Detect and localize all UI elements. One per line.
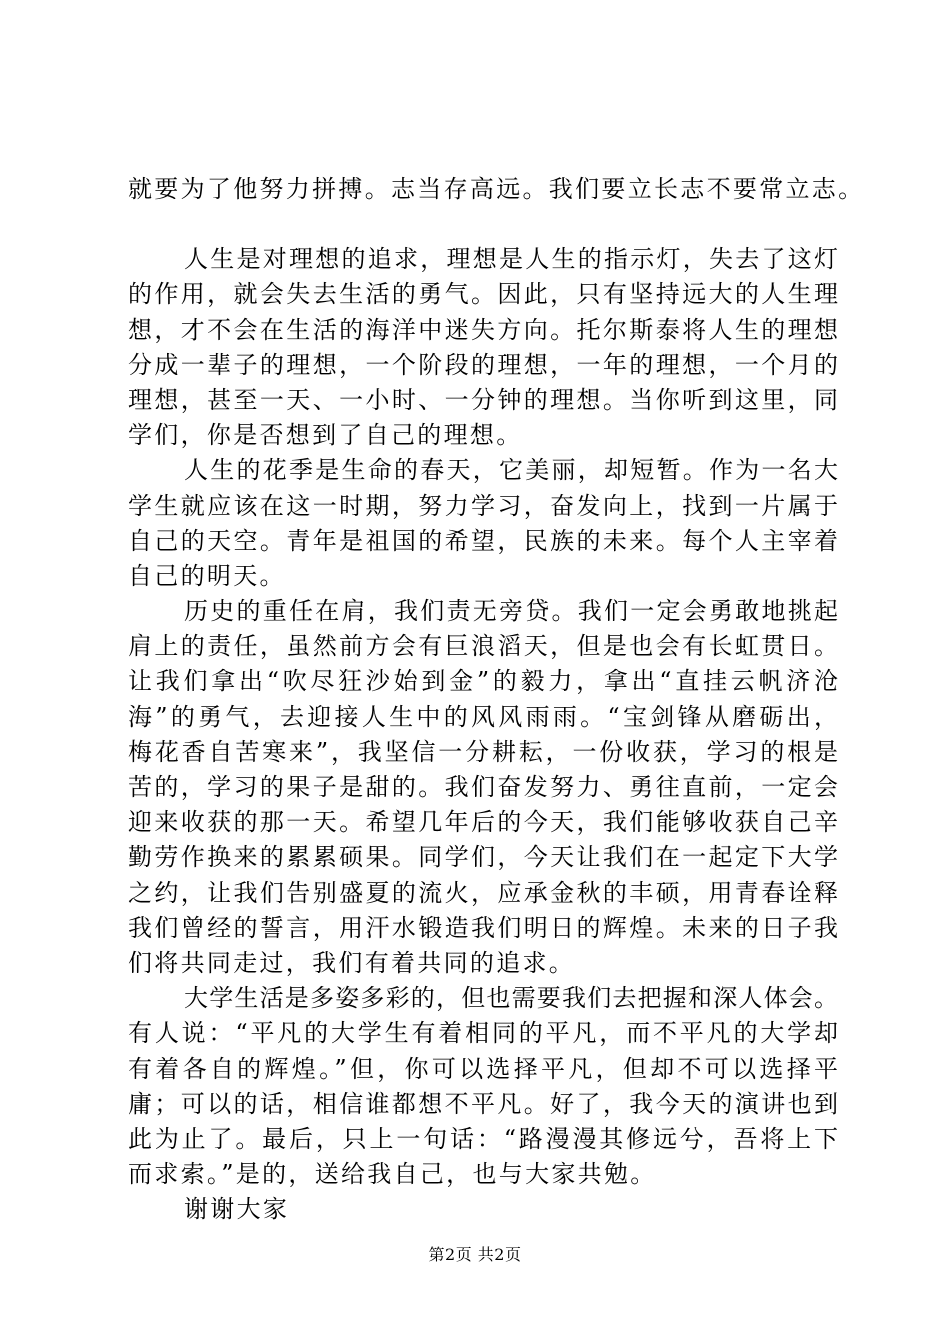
- text-line: 大学生活是多姿多彩的，但也需要我们去把握和深人体会。: [184, 984, 838, 1013]
- text-line: 我们曾经的誓言，用汗水锻造我们明日的辉煌。未来的日子我: [128, 913, 838, 942]
- document-body: [128, 172, 865, 1227]
- text-line: 理想，甚至一天、一小时、一分钟的理想。当你听到这里，同: [128, 385, 838, 414]
- text-line: 自己的天空。青年是祖国的希望，民族的未来。每个人主宰着: [128, 526, 838, 555]
- paragraph: [128, 981, 838, 1192]
- paragraph-gap: [128, 207, 838, 242]
- text-line: 学们，你是否想到了自己的理想。: [128, 421, 523, 450]
- text-line: 人生是对理想的追求，理想是人生的指示灯，失去了这灯: [184, 245, 838, 274]
- text-line: 此为止了。最后，只上一句话：“路漫漫其修远兮，吾将上下: [128, 1124, 838, 1153]
- text-line: 勤劳作换来的累累硕果。同学们，今天让我们在一起定下大学: [128, 843, 838, 872]
- text-line: 的作用，就会失去生活的勇气。因此，只有坚持远大的人生理: [128, 280, 838, 309]
- text-line: 之约，让我们告别盛夏的流火，应承金秋的丰硕，用青春诠释: [128, 878, 838, 907]
- text-line: 分成一辈子的理想，一个阶段的理想，一年的理想，一个月的: [128, 350, 838, 379]
- text-line: 们将共同走过，我们有着共同的追求。: [128, 948, 576, 977]
- page-number-footer: 第2页 共2页: [428, 1245, 522, 1264]
- text-line: 有着各自的辉煌。”但，你可以选择平凡，但却不可以选择平: [128, 1054, 838, 1083]
- paragraph: [128, 172, 865, 207]
- paragraph: [128, 453, 838, 594]
- text-line: 历史的重任在肩，我们责无旁贷。我们一定会勇敢地挑起: [184, 597, 838, 626]
- text-line: 肩上的责任，虽然前方会有巨浪滔天，但是也会有长虹贯日。: [128, 632, 838, 661]
- text-line: 迎来收获的那一天。希望几年后的今天，我们能够收获自己辛: [128, 808, 838, 837]
- paragraph: [128, 594, 838, 981]
- paragraph: [128, 242, 838, 453]
- paragraph: [128, 1192, 838, 1227]
- text-line: 苦的，学习的果子是甜的。我们奋发努力、勇往直前，一定会: [128, 773, 838, 801]
- text-line: 谢谢大家: [184, 1195, 290, 1224]
- text-line: 庸；可以的话，相信谁都想不平凡。好了，我今天的演讲也到: [128, 1089, 838, 1118]
- text-line: 让我们拿出“吹尽狂沙始到金”的毅力，拿出“直挂云帆济沧: [128, 667, 838, 696]
- text-line: 学生就应该在这一时期，努力学习，奋发向上，找到一片属于: [128, 491, 838, 520]
- text-line: 自己的明天。: [128, 561, 286, 590]
- text-line: 人生的花季是生命的春天，它美丽，却短暂。作为一名大: [184, 456, 838, 485]
- text-line: 想，才不会在生活的海洋中迷失方向。托尔斯泰将人生的理想: [128, 315, 838, 344]
- text-line: 就要为了他努力拼搏。志当存高远。我们要立长志不要常立志。: [128, 175, 865, 203]
- text-line: 梅花香自苦寒来”，我坚信一分耕耘，一份收获，学习的根是: [128, 737, 838, 766]
- text-line: 海”的勇气，去迎接人生中的风风雨雨。“宝剑锋从磨砺出，: [128, 702, 838, 731]
- text-line: 有人说：“平凡的大学生有着相同的平凡，而不平凡的大学却: [128, 1019, 838, 1048]
- text-line: 而求索。”是的，送给我自己，也与大家共勉。: [128, 1160, 657, 1189]
